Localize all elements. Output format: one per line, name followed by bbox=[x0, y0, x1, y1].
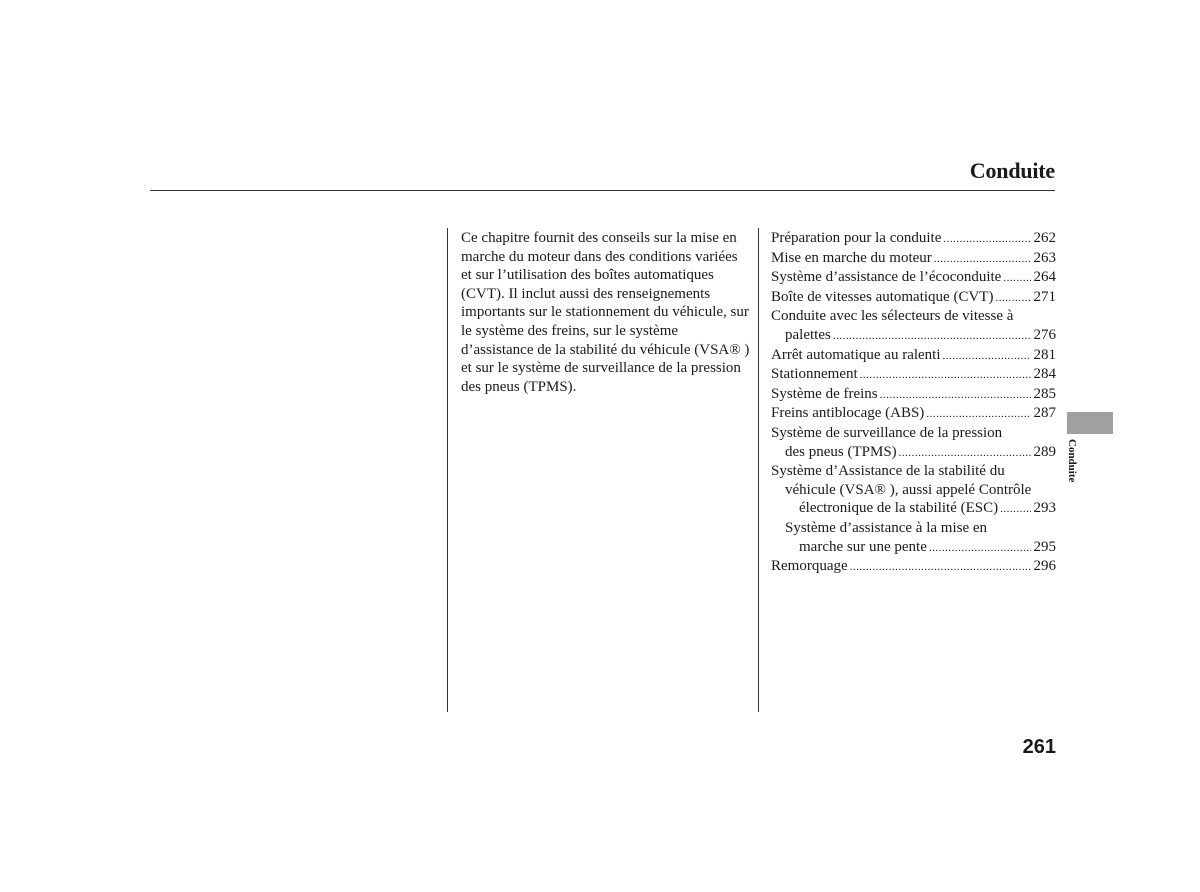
table-of-contents bbox=[771, 229, 1056, 577]
toc-entry-stationnement[interactable] bbox=[771, 365, 1056, 385]
leader-dots bbox=[1000, 500, 1030, 519]
side-tab-marker bbox=[1067, 412, 1113, 434]
toc-entry-mise-en-marche[interactable] bbox=[771, 249, 1056, 269]
toc-entry-ecoconduite[interactable] bbox=[771, 268, 1056, 288]
toc-entry-abs[interactable] bbox=[771, 404, 1056, 424]
leader-dots bbox=[1003, 269, 1030, 288]
toc-entry-page: 285 bbox=[1033, 385, 1056, 402]
intro-paragraph bbox=[461, 229, 751, 396]
leader-dots bbox=[833, 327, 1031, 346]
title-rule bbox=[150, 190, 1055, 191]
toc-entry-label: Système d’assistance de l’écoconduite bbox=[771, 269, 1002, 286]
toc-entry-palettes[interactable] bbox=[771, 307, 1056, 345]
leader-dots bbox=[850, 558, 1031, 577]
toc-entry-label: Système d’assistance à la mise en bbox=[785, 519, 988, 536]
leader-dots bbox=[929, 539, 1031, 558]
toc-entry-freins[interactable] bbox=[771, 385, 1056, 405]
column-divider-right bbox=[758, 228, 759, 712]
toc-entry-label: Système d’Assistance de la stabilité du bbox=[771, 463, 1005, 480]
toc-entry-cvt[interactable] bbox=[771, 288, 1056, 308]
toc-entry-page: 284 bbox=[1033, 366, 1056, 383]
toc-entry-page: 281 bbox=[1033, 346, 1056, 363]
leader-dots bbox=[926, 405, 1030, 424]
toc-entry-page: 287 bbox=[1033, 405, 1056, 422]
toc-entry-page: 296 bbox=[1033, 558, 1056, 575]
toc-entry-preparation[interactable] bbox=[771, 229, 1056, 249]
toc-entry-page: 262 bbox=[1033, 230, 1056, 246]
toc-entry-page: 289 bbox=[1033, 443, 1056, 460]
intro-text: Ce chapitre fournit des conseils sur la mise en marche du moteur dans des conditions variées et sur l’utilisation des boîtes automatiques (CVT). Il inclut aussi des renseignements importants sur le stationnement du véhicule, sur le système des freins, sur le système d’assistance de la stabilité du véhicule (VSA® ) et sur le système de surveillance de la pression des pneus (TPMS). bbox=[461, 230, 750, 395]
toc-entry-tpms[interactable] bbox=[771, 424, 1056, 462]
toc-entry-label: Stationnement bbox=[771, 366, 858, 383]
toc-entry-label: Boîte de vitesses automatique (CVT) bbox=[771, 288, 994, 305]
toc-entry-label: palettes bbox=[785, 326, 831, 343]
toc-entry-label: électronique de la stabilité (ESC) bbox=[799, 500, 999, 517]
toc-entry-label: Freins antiblocage (ABS) bbox=[771, 405, 925, 422]
toc-entry-pente[interactable] bbox=[771, 519, 1056, 557]
side-tab-label: Conduite bbox=[1066, 439, 1078, 483]
toc-entry-page: 263 bbox=[1033, 249, 1056, 266]
toc-entry-label: Mise en marche du moteur bbox=[771, 249, 932, 266]
toc-entry-label: Conduite avec les sélecteurs de vitesse à bbox=[771, 308, 1014, 325]
toc-entry-label: Remorquage bbox=[771, 558, 848, 575]
toc-entry-label: Système de surveillance de la pression bbox=[771, 424, 1003, 441]
toc-entry-label: Système de freins bbox=[771, 385, 878, 402]
page-title: Conduite bbox=[969, 158, 1055, 183]
leader-dots bbox=[860, 366, 1031, 385]
toc-entry-page: 276 bbox=[1033, 326, 1056, 343]
toc-entry-page: 271 bbox=[1033, 288, 1056, 305]
toc-entry-page: 293 bbox=[1033, 500, 1056, 517]
leader-dots bbox=[899, 444, 1031, 463]
leader-dots bbox=[995, 289, 1030, 308]
toc-entry-label: véhicule (VSA® ), aussi appelé Contrôle bbox=[785, 481, 1032, 498]
leader-dots bbox=[943, 347, 1031, 366]
toc-entry-label: Arrêt automatique au ralenti bbox=[771, 346, 941, 363]
column-divider-left bbox=[447, 228, 448, 712]
toc-entry-label: des pneus (TPMS) bbox=[785, 443, 897, 460]
toc-entry-remorquage[interactable] bbox=[771, 557, 1056, 577]
leader-dots bbox=[934, 250, 1031, 269]
toc-entry-label: Préparation pour la conduite bbox=[771, 230, 942, 246]
toc-entry-label: marche sur une pente bbox=[799, 538, 927, 555]
toc-entry-arret-automatique[interactable] bbox=[771, 346, 1056, 366]
leader-dots bbox=[943, 230, 1030, 249]
toc-entry-page: 295 bbox=[1033, 538, 1056, 555]
page-number: 261 bbox=[1022, 736, 1056, 758]
toc-entry-vsa[interactable] bbox=[771, 462, 1056, 519]
toc-entry-page: 264 bbox=[1033, 269, 1056, 286]
leader-dots bbox=[880, 386, 1031, 405]
